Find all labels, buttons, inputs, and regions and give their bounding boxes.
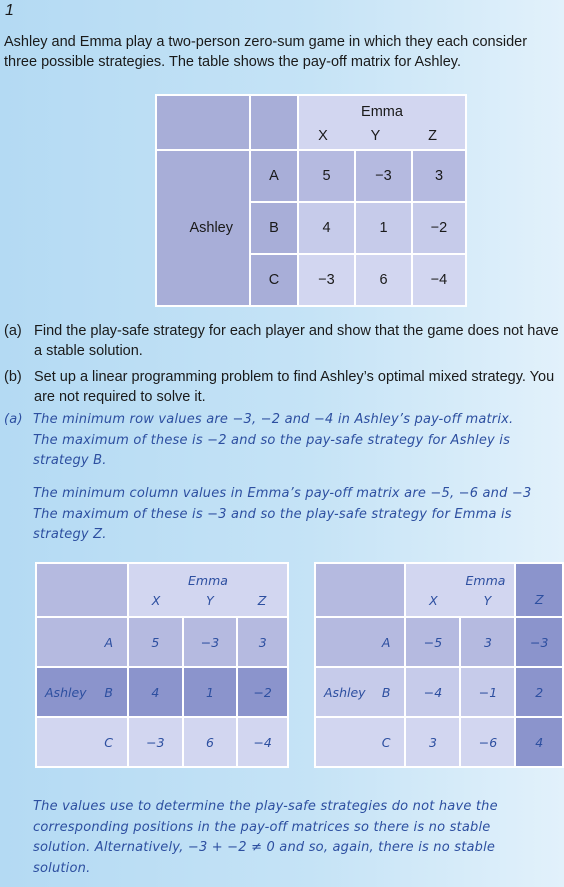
- answer-paragraph-3: [33, 797, 561, 879]
- corner-cell: [315, 563, 405, 617]
- corner-cell: [156, 95, 250, 150]
- matrix-cell: −2: [412, 202, 466, 254]
- row-header-a: A: [315, 617, 405, 667]
- intro-line: Ashley and Emma play a two-person zero-sum game in which they each consider: [4, 34, 528, 50]
- matrix-cell: 4: [128, 667, 183, 717]
- matrix-cell: 3: [460, 617, 515, 667]
- row-player-label: Ashley: [156, 150, 250, 306]
- column-header-y: Y: [483, 592, 492, 608]
- column-header-x: X: [429, 592, 438, 608]
- matrix-cell: 1: [183, 667, 238, 717]
- matrix-cell: −4: [412, 254, 466, 306]
- column-header-x: X: [151, 592, 161, 608]
- matrix-cell: −6: [460, 717, 515, 767]
- answer-paragraph-1: [4, 410, 564, 472]
- answer-line: solution. Alternatively, −3 + −2 ≠ 0 and so, again, there is no stable: [33, 840, 496, 855]
- matrix-cell: −3: [298, 254, 355, 306]
- answer-line: solution.: [33, 860, 91, 876]
- answer-line: corresponding positions in the pay-off matrices so there is no stable: [33, 819, 491, 835]
- matrix-cell: 4: [298, 202, 355, 254]
- ashley-payoff-table: [35, 562, 289, 768]
- row-header-c: C: [315, 717, 405, 767]
- row-player-label: Ashley: [324, 684, 366, 700]
- row-player-label: Ashley: [45, 684, 87, 700]
- column-header-z: Z: [428, 127, 437, 144]
- column-header-y: Y: [370, 127, 381, 144]
- row-header-a: A: [36, 617, 128, 667]
- row-header-b: B: [381, 684, 391, 700]
- row-header-c: C: [250, 254, 298, 306]
- answer-line: The minimum row values are −3, −2 and −4 in Ashley’s pay-off matrix.: [33, 412, 514, 427]
- answer-line: The values use to determine the play-safe strategies do not have the: [33, 799, 498, 814]
- matrix-cell: 1: [355, 202, 412, 254]
- matrix-cell: −3: [515, 617, 563, 667]
- corner-cell: [36, 563, 128, 617]
- row-header-b-group: [315, 667, 405, 717]
- matrix-cell: 5: [128, 617, 183, 667]
- matrix-cell: −4: [405, 667, 460, 717]
- column-player-label: Emma: [361, 103, 403, 120]
- column-player-label: Emma: [465, 572, 506, 588]
- row-header-a: A: [250, 150, 298, 202]
- row-header-b: B: [104, 684, 113, 700]
- payoff-matrix-table: [155, 94, 467, 307]
- part-text: Find the play-safe strategy for each player and show that the game does not have a stable solution.: [34, 323, 559, 359]
- matrix-cell: 5: [298, 150, 355, 202]
- matrix-cell: 4: [515, 717, 563, 767]
- matrix-cell: −1: [460, 667, 515, 717]
- question-part-a: [4, 321, 560, 361]
- matrix-cell: −5: [405, 617, 460, 667]
- column-header-z: Z: [515, 563, 563, 617]
- matrix-cell: −2: [237, 667, 288, 717]
- row-header-b: B: [250, 202, 298, 254]
- question-part-b: [4, 367, 560, 407]
- matrix-cell: −3: [128, 717, 183, 767]
- matrix-cell: −4: [237, 717, 288, 767]
- question-number: 1: [5, 2, 14, 19]
- part-label: (a): [4, 323, 22, 339]
- column-header-z: Z: [257, 592, 267, 608]
- answer-line: The maximum of these is −2 and so the pay-safe strategy for Ashley is: [33, 432, 511, 448]
- matrix-cell: −3: [355, 150, 412, 202]
- matrix-cell: −3: [183, 617, 238, 667]
- question-intro: [4, 32, 560, 72]
- part-text: Set up a linear programming problem to find Ashley’s optimal mixed strategy. You are not required to solve it.: [34, 369, 555, 405]
- corner-cell: [250, 95, 298, 150]
- answer-paragraph-2: [33, 484, 563, 546]
- matrix-cell: 3: [405, 717, 460, 767]
- column-header-group: [298, 95, 466, 150]
- column-header-group: [128, 563, 288, 617]
- column-player-label: Emma: [188, 572, 228, 588]
- answer-line: strategy B.: [33, 453, 107, 468]
- answer-line: The maximum of these is −3 and so the play-safe strategy for Emma is: [33, 506, 512, 522]
- column-header-y: Y: [206, 592, 214, 608]
- emma-payoff-table: [314, 562, 564, 768]
- matrix-cell: 6: [355, 254, 412, 306]
- column-header-x: X: [318, 127, 328, 144]
- matrix-cell: 3: [412, 150, 466, 202]
- matrix-cell: 6: [183, 717, 238, 767]
- part-label: (b): [4, 369, 22, 385]
- matrix-cell: 3: [237, 617, 288, 667]
- matrix-cell: 2: [515, 667, 563, 717]
- question-parts: [4, 321, 560, 413]
- answer-line: The minimum column values in Emma’s pay-off matrix are −5, −6 and −3: [33, 486, 532, 501]
- answer-label: (a): [4, 412, 23, 427]
- answer-line: strategy Z.: [33, 527, 107, 542]
- intro-line: three possible strategies. The table shows the pay-off matrix for Ashley.: [4, 54, 461, 70]
- row-header-c: C: [36, 717, 128, 767]
- column-header-group: [405, 563, 515, 617]
- row-header-b-group: [36, 667, 128, 717]
